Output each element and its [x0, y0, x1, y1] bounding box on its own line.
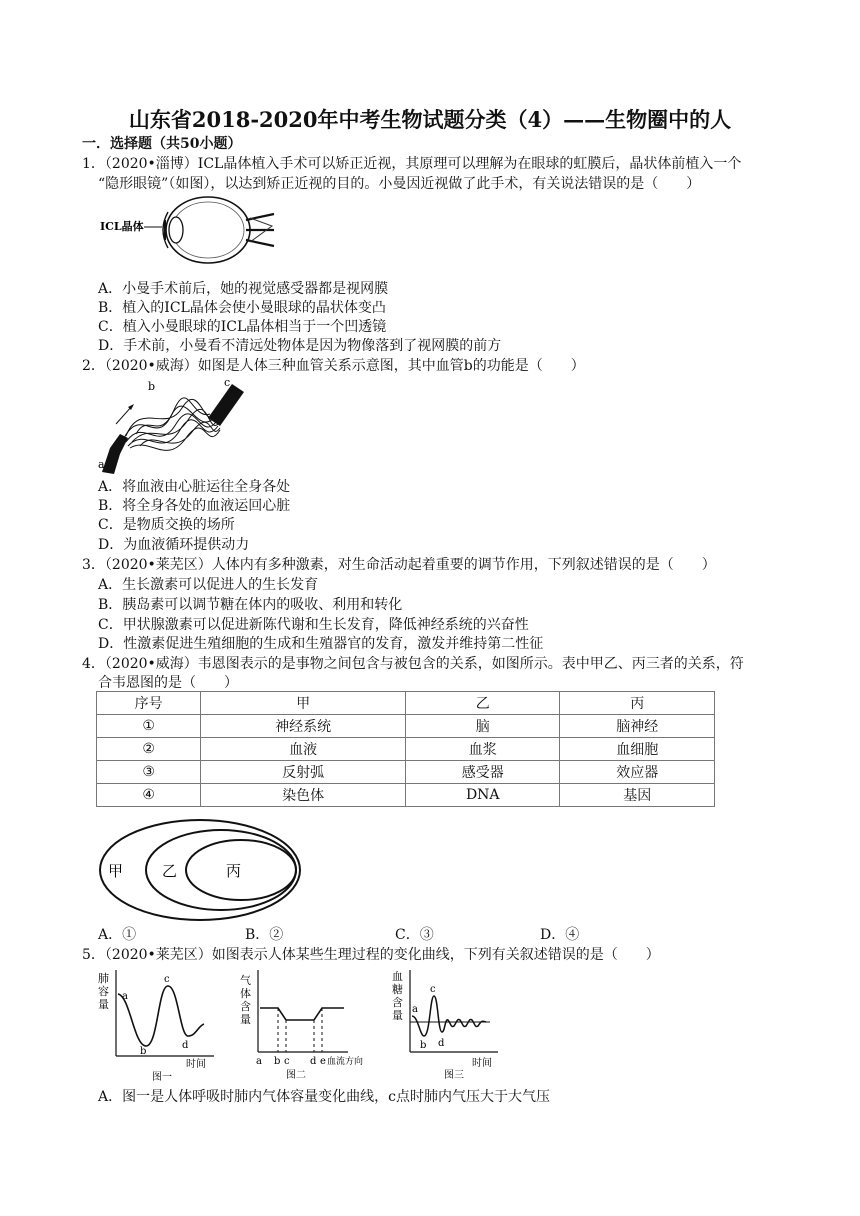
- graph-2-ylabel-2: 体: [240, 987, 251, 1000]
- blood-vessel-diagram: [96, 376, 246, 476]
- graph-2-point-c: c: [284, 1056, 290, 1067]
- question-1-option-b: B．植入的ICL晶体会使小曼眼球的晶状体变凸: [98, 300, 386, 316]
- table-cell: 神经系统: [201, 715, 406, 738]
- graph-2-point-b: b: [274, 1056, 281, 1067]
- question-4-option-b: B．②: [245, 927, 284, 943]
- graph-1-point-c: c: [164, 974, 170, 985]
- graph-3-ylabel-2: 糖: [392, 983, 403, 996]
- question-4-option-a: A．①: [98, 927, 137, 943]
- question-1-line-2: “隐形眼镜”（如图），以达到矫正近视的目的。小曼因近视做了此手术，有关说法错误的是（ ）: [98, 176, 701, 192]
- venn-label-bing: 丙: [226, 862, 242, 880]
- question-4-line-2: 合韦恩图的是（ ）: [98, 675, 238, 691]
- question-4-option-d: D．④: [540, 927, 580, 943]
- table-row: [97, 738, 715, 761]
- question-5-line-1: 5．（2020•莱芜区）如图表示人体某些生理过程的变化曲线，下列有关叙述错误的是（ ）: [82, 947, 660, 963]
- table-cell: ①: [97, 715, 201, 738]
- table-header: 丙: [560, 692, 715, 715]
- graph-3-xlabel: 时间: [472, 1058, 492, 1069]
- table-cell: ②: [97, 738, 201, 761]
- graph-1-point-d: d: [182, 1040, 189, 1051]
- graph-3-point-d: d: [438, 1038, 445, 1049]
- graph-1-ylabel-3: 量: [98, 998, 109, 1011]
- graph-1-xlabel: 时间: [186, 1059, 206, 1070]
- table-cell: 血液: [201, 738, 406, 761]
- venn-diagram: [96, 816, 306, 928]
- table-cell: 血浆: [405, 738, 560, 761]
- table-header: 乙: [405, 692, 560, 715]
- question-2-option-b: B．将全身各处的血液运回心脏: [98, 498, 291, 514]
- graph-2-point-d: d: [310, 1056, 317, 1067]
- vessel-label-b: b: [148, 380, 156, 393]
- graph-2-point-a: a: [256, 1056, 262, 1067]
- page-title: 山东省2018-2020年中考生物试题分类（4）——生物圈中的人: [128, 107, 732, 132]
- table-row: [97, 784, 715, 807]
- question-3-line-1: 3．（2020•莱芜区）人体内有多种激素，对生命活动起着重要的调节作用，下列叙述错误的是（ ）: [82, 557, 716, 573]
- question-1-option-d: D．手术前，小曼看不清远处物体是因为物像落到了视网膜的前方: [98, 338, 502, 354]
- venn-label-jia: 甲: [108, 862, 124, 880]
- graph-3-point-a: a: [412, 1004, 418, 1015]
- graph-2-ylabel-3: 含: [240, 1000, 251, 1013]
- graph-1-point-a: a: [122, 991, 128, 1002]
- venn-label-yi: 乙: [162, 862, 178, 880]
- question-1-option-a: A．小曼手术前后，她的视觉感受器都是视网膜: [98, 281, 389, 297]
- graph-1-ylabel-2: 容: [98, 985, 109, 998]
- graph-1-lung-volume: [96, 966, 224, 1082]
- graph-2-xlabel: 血流方向: [327, 1057, 364, 1067]
- graph-3-ylabel-4: 量: [392, 1009, 403, 1022]
- table-row: [97, 715, 715, 738]
- question-2-line-1: 2．（2020•威海）如图是人体三种血管关系示意图，其中血管b的功能是（ ）: [82, 358, 585, 374]
- graph-3-point-c: c: [430, 984, 436, 995]
- graph-3-point-b: b: [420, 1040, 427, 1051]
- table-cell: 脑神经: [560, 715, 715, 738]
- table-cell: 脑: [405, 715, 560, 738]
- question-3-option-c: C．甲状腺激素可以促进新陈代谢和生长发育，降低神经系统的兴奋性: [98, 617, 529, 633]
- vessel-label-a: a: [98, 458, 105, 471]
- table-cell: DNA: [405, 784, 560, 807]
- graph-1-point-b: b: [140, 1046, 147, 1057]
- question-2-option-c: C．是物质交换的场所: [98, 517, 235, 533]
- question-1-line-1: 1．（2020•淄博）ICL晶体植入手术可以矫正近视，其原理可以理解为在眼球的虹膜后，晶状体前植入一个: [82, 156, 742, 172]
- question-2-option-a: A．将血液由心脏运往全身各处: [98, 479, 291, 495]
- table-row: [97, 761, 715, 784]
- graph-1-caption: 图一: [152, 1072, 172, 1083]
- graph-3-ylabel-1: 血: [392, 970, 403, 983]
- graph-2-ylabel-4: 量: [240, 1013, 251, 1026]
- graph-3-blood-sugar: [390, 966, 506, 1082]
- table-cell: 血细胞: [560, 738, 715, 761]
- graph-1-ylabel-1: 肺: [98, 972, 109, 985]
- table-cell: 基因: [560, 784, 715, 807]
- table-header-row: [97, 692, 715, 715]
- table-cell: ④: [97, 784, 201, 807]
- table-cell: 感受器: [405, 761, 560, 784]
- table-cell: 效应器: [560, 761, 715, 784]
- section-heading: 一．选择题（共50小题）: [82, 136, 242, 152]
- question-3-option-b: B．胰岛素可以调节糖在体内的吸收、利用和转化: [98, 597, 403, 613]
- table-cell: ③: [97, 761, 201, 784]
- vessel-label-c: c: [224, 376, 231, 389]
- question-3-option-a: A．生长激素可以促进人的生长发育: [98, 577, 319, 593]
- eye-diagram: [96, 190, 276, 270]
- graph-2-caption: 图二: [286, 1070, 306, 1081]
- graph-3-ylabel-3: 含: [392, 996, 403, 1009]
- graph-2-gas-content: [238, 966, 364, 1082]
- graph-2-ylabel-1: 气: [240, 974, 251, 987]
- relationship-table: [96, 691, 715, 807]
- question-2-option-d: D．为血液循环提供动力: [98, 537, 250, 553]
- table-header: 甲: [201, 692, 406, 715]
- question-4-option-c: C．③: [395, 927, 434, 943]
- table-cell: 染色体: [201, 784, 406, 807]
- graph-2-point-e: e: [320, 1056, 326, 1067]
- table-header: 序号: [97, 692, 201, 715]
- graph-3-caption: 图三: [444, 1070, 464, 1081]
- question-5-option-a: A．图一是人体呼吸时肺内气体容量变化曲线，c点时肺内气压大于大气压: [98, 1089, 550, 1105]
- question-1-option-c: C．植入小曼眼球的ICL晶体相当于一个凹透镜: [98, 319, 387, 335]
- question-3-option-d: D．性激素促进生殖细胞的生成和生殖器官的发育，激发并维持第二性征: [98, 636, 544, 652]
- question-4-line-1: 4．（2020•威海）韦恩图表示的是事物之间包含与被包含的关系，如图所示。表中甲乙、丙三者的关系，符: [82, 656, 744, 672]
- table-cell: 反射弧: [201, 761, 406, 784]
- icl-label: ICL晶体: [100, 220, 144, 233]
